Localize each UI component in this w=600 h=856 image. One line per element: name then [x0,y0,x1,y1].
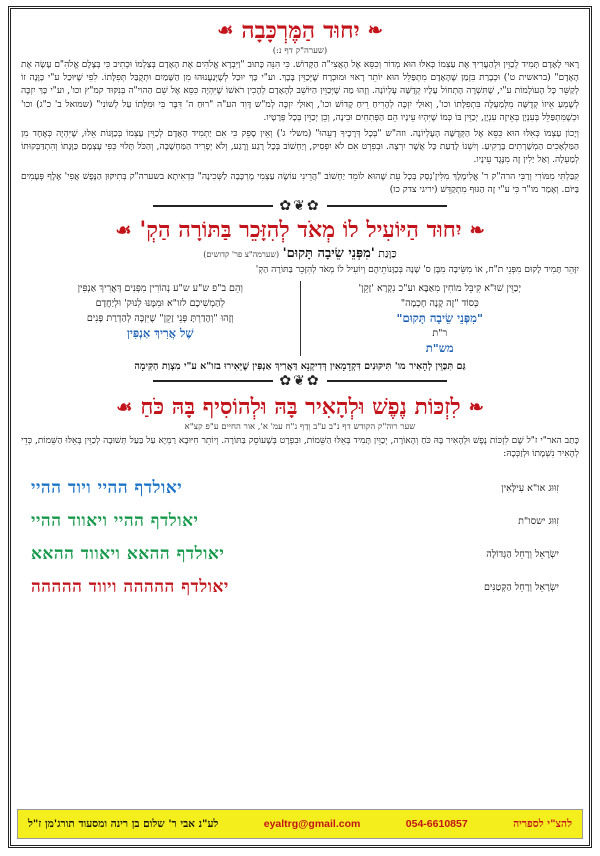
ornament-icon: ☙ [116,396,133,418]
section1-title [21,17,579,44]
left-col-line: וְהֵם ב"פ ש"ע ש"ע נְהוֹרִין מִפְּנִים דְּאֲרִיךְ אַנְפִּין [77,283,243,295]
list-item-label: יִשְׂרָאֵל וְרָחֵל הַגְּדוֹלָה [486,548,559,560]
section2-title-text: יִחוּד הַיּוֹעִיל לוֹ מְאֹד לְהִזָּכֵר בַּתּוֹרָה הַקְ' [139,217,462,244]
left-col-line: לְהַמְשִׁיכָם לזו"א וּמִמֶּנּוּ לְנוּק' וּלְיַחֲדָם [95,298,225,310]
section3-source: שער רוה"ק הקודש דף נ"ב ע"ב וְדַף נ"ח עמ' א', אור החיים ע"פ קצ"א [184,422,416,433]
kavana-main: 'מִפְּנֵי שֵׂיבָה תָּקוּם' [282,246,375,262]
ornament-icon: ☙ [115,219,132,241]
left-col-name: שֶׁל אֲרִיךְ אַנְפִּין [126,326,194,341]
section2-bottom-line: גַּם תִּכַּוֵּין לְהָאִיר מו' תִּיקּוּנִים דִּקְדָמָאִין דְּדִיקְנָא דַּאֲרִיךְ אַנְפִּין שֶׁיֵּאִירוּ בזו"א ע"י מִצְוַת הַקִּימָה [134,361,466,373]
list-item [21,472,579,505]
footer-phone[interactable]: 054-6610857 [405,818,468,830]
footer-dedication: לע"נ אבי ר' שלום בן רינה ומסעוד תורג'מן ז"ל [28,818,219,830]
kavana-source: (שערמה"צ פר' קדושים) [203,250,280,260]
section1-source: (שערה"ק דף נ:) [272,46,328,56]
section1-paragraph-2: וְיָכוֹן עַצְמוֹ כְּאִלּוּ הוּא כִּסֵּא אֶל הַקְּדֻשָּׁה הָעֶלְיוֹנָה. וזה"ש "בְּכָל דְּרָכֶיךָ דָעֵהוּ" (משלי ג') וְאֵין סָפֵק כִּי אִם יַתְמִיד הָאָדָם לְכַוֵּין עַצְמוֹ בְּכַוָּנוֹת אֵלּוּ, שֶׁיִּהְיֶה כְּאֶחָד מִן הַמַּלְאָכִים הַמְשָׁרְתִים בָּרָקִיעַ. וְיִשְׁנוֹ לָדַעַת כָּל אֲשֶׁר יִרְצֶה. וּבְפִרְט אִם לֹא יִפְסִיק, וְיַחְשׁוֹב בְּכָל רֶגַע וָרֶגַע, וְלֹא יְפָרִיד הַמַּחְשָׁבָה, וְהַכֹּל תָּלוּי כְּפִי עָצְמָם כַּוָּנָתוֹ וְהִתְדַּבְּקוּתוֹ לְמַעְלָה. וְאַל יַלִין זֶה מִנֶּגֶד עֵינָיו. [21,129,579,166]
ornament-icon: ☙ [217,20,234,41]
footer-banner [17,809,583,839]
list-item [21,538,579,571]
ornament-icon: ❧ [367,20,383,41]
section3-paragraph: כָּתַב האר"י ז"ל שֶׁם לִזְכּוֹת נֶפֶשׁ וּלְהָאִיר בָּהּ כֹּחַ וְהָאוֹרָה, יְכַוֵּין תָּמִיד בְּאֵלּוּ הַשֵּׁמוֹת, וּבִפְרָט בְּשֶׁעוֹסֵק בַּתּוֹרָה. וְיוֹתֵר חִיּוּבָא רַמְיָא עַל בַּעַל תְּשׁוּבָה לְכַוֵּין בְּאֵלּוּ הַשֵּׁמוֹת, כְּדֵי לְהָאִיר נִשְׁמָתוֹ וּלְזַכְּכָהּ: [21,436,579,460]
two-column-block [21,281,579,356]
footer-prefix: להצ"י לספריה [513,818,572,830]
list-item [21,505,579,538]
list-item-name: יאולדף ההיי ויוד ההיי [31,478,183,499]
section3-title [21,394,579,420]
list-item-name: יאולדף ההההה ויווד ההההה [31,577,229,598]
kavana-label: כַּוָּנַת [378,247,397,261]
section1-paragraph-3: קִבַּלְתִּי מִמּוֹרִי וְרַבִּי הרה"ק ר' אֱלִימֶלֶךְ מִלִּיזֶ'נְסְק בְּכָל עֵת שֶׁהוּא לוֹמֵד יַחְשׁוֹב "הֲרֵינִי עוֹשֶׂה עַצְמִי מֶרְכָּבָה לַשְּׁכִינָה" כִּדְאִיתָא בשערה"ק בְּתִיקּוּן הַנֶּפֶשׁ אֲפִי' אֶלֶף פְּעָמִים בַּיּוֹם. וְאָמַר מו"ר כִּי ע"י זֶה הַגּוּף מִתְקַדֵּשׁ (יריגי צדק כו) [21,171,579,195]
section3-title-text: לִזְכּוֹת נֶפֶשׁ וּלְהָאִיר בָּהּ וּלְהוֹסִיף בָּהּ כֹּחַ [140,394,461,421]
kavana-heading [21,245,579,261]
left-col-verse: וְזֶהוּ "וְהָדַרְתָּ פְּנֵי זָקֵן" שֶׁיִּזְכֶּה לְהַדְרַת פָּנִים [86,313,234,325]
right-col-verse: "מִפְּנֵי שֵׂיבָה תָּקוּם" [396,311,483,326]
right-column [301,281,580,356]
right-col-line: יְכַוֵּין שׁוּ"א קִיבֵּל מוֹחִין מִאַבָּא וע"כ נִקְרָא 'זָקֵן' [358,283,521,295]
section2-intro: יִזָּהֵר תָּמִיד לָקוּם מִפְּנֵי ת"ח, אוֹ מִשֵּׂיבָה מִבֶּן ס' שָׁנָה בְּכַוָּנוֹתֵיהֶם וְיוֹעִיל לוֹ מְאֹד לְהִזָּכֵר בַּתּוֹרָה הַקְ' [255,265,579,276]
ornament-icon: ❧ [469,219,485,241]
ornament-icon: ❧ [468,396,484,418]
section1-title-text: יִחוּד הַמֶּרְכָּבָה [241,17,360,44]
divider: ✿❦✿ [21,374,579,388]
divider: ✿❦✿ [21,199,579,213]
list-item [21,571,579,604]
page-frame [8,6,592,848]
right-col-line: ר"ת [432,328,448,340]
list-item-name: יאולדף ההיי ויאווד ההיי [31,511,199,532]
right-col-acronym: מש"ת [425,341,454,356]
names-list [21,472,579,604]
section2-title [21,217,579,243]
list-item-label: זִוּוּג או"א עִילָּאִין [501,482,559,494]
list-item-label: זִוּוּג ישסו"ת [518,515,559,527]
footer-email[interactable]: eyaltrg@gmail.com [263,818,361,830]
left-column [21,281,301,356]
right-col-line: כְּסוֹד "זֶה קָנָה חָכְמָה" [400,298,479,310]
section1-paragraph-1: רָאוּי לָאָדָם תָּמִיד לְכַוֵּין וּלְהַעֲרִיךְ אֶת עַצְמוֹ כְּאִלּוּ הוּא מְדוֹר וְכִסֵּא אֶל הָאֲצִי"ה הַקָּדוֹשׁ. כִּי הִנֵּה כָּתוּב "וַיִּבְרָא אֱלֹהִים אֶת הָאָדָם בְּצַלְמוֹ וּכְתִיב כִּי בְּצֶלֶם אֱלֹהִ"ם עָשָׂה אֶת הָאָדָם" (בראשית ט') וּכְבָרַת בִּזְמַן שֶׁהָאָדָם מִתְפַּלֵּל הוּא יוֹתֵר רָאוּי וּמוּכְרָח שֶׁיְּכַוֵּין בָּכָךְ. וע"י כָּךְ יוּכַל לְשֶׁיְּנַעֲנוּהוּ מִן הַשָּׁמַיִם וּתְקֻבַּל תְּפִלָּתוֹ. לִפִי שֶׁיּוּכַל ע"י כַּוָּנָה זוֹ לְקַשֵּׁר כָּל הָעוֹלָמוֹת ע"י, שֶׁתִּשְׁרֶה הָתְחוֹל עָלָיו קְדֻשָּׁה עֶלְיוֹנָה. וְזֶהוּ מַה שֶׁיְּכַוֵּין הַיּוֹשֵׁב לְהָאָדָם לְהָכִין רֹאשׁוֹ שֶׁיִּהְיֶה כִּסֵּא אֶל שֵׁם הַהוי"ה בְּנִקּוּד קמ"ץ וכו', וע"י כָּךְ יִזְכֶּה לְשָׁמְעַ אֵיזוֹ קְדֻשָּׁה מִלְּמַעְלָה בִּתְפִלָּתוֹ וכו', וְאוּלַי יִזְכֶּה לְהָרִיחַ רֵיחַ קָדוֹשׁ וכו', וְאוּלַי יִזְכֶּה לְמ"ש דָּוִד הע"ה "רוּחַ ה' דִּבֶּר בִּי וּמִלָּתוֹ עַל לְשׁוֹנִי" (שמואל ב' כ"ג) וכו' וּכְשֶׁמִּתְפַּלֵּל בְּעִנְיָן בְּאֵיזֶה עִנְיָן, יְכַוֵּין בּוֹ כְּמוֹ שֶׁיִּהְיוּ עֵינָיו הֵם הַפְּתִחִים וּבִינָה, וְכֵן יְכַוֵּין בְּכָל פְּרָטָיו. [21,60,579,123]
list-item-name: יאולדף ההאא ויאווד ההאא [31,544,225,565]
list-item-label: יִשְׂרָאֵל וְרָחֵל הַקְּטַנִּים [483,581,559,593]
